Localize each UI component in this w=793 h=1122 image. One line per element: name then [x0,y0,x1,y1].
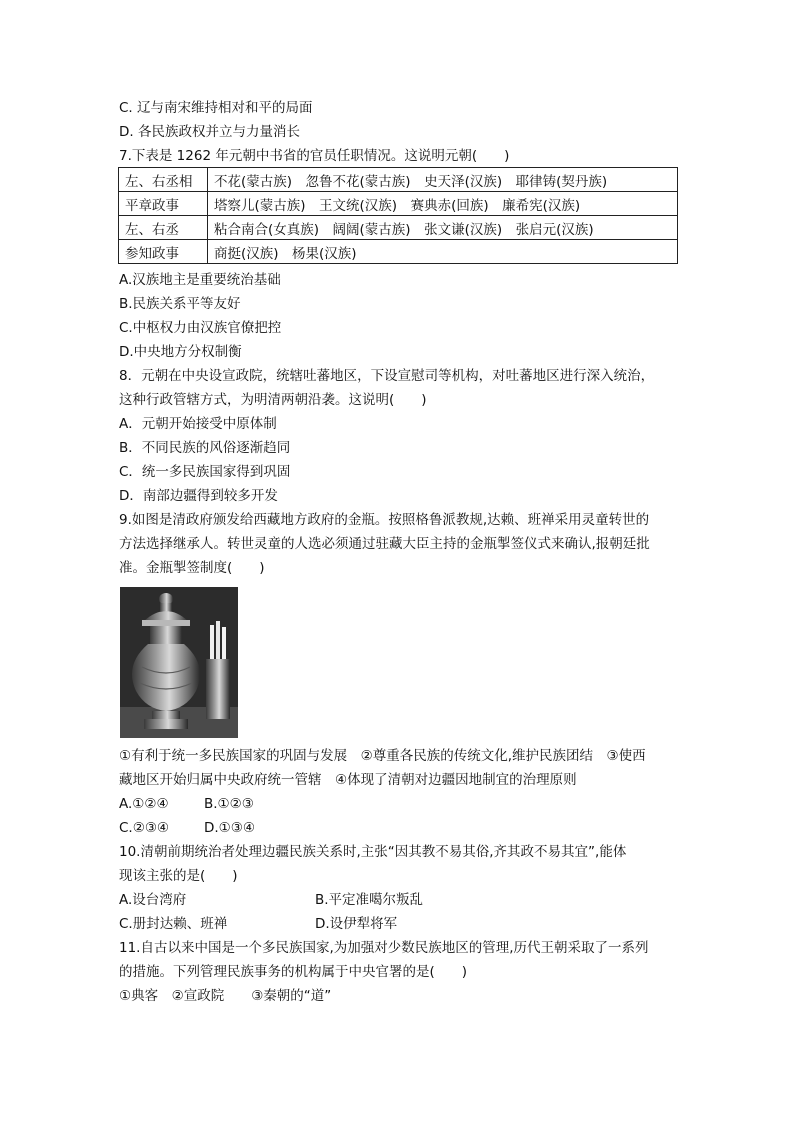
q8-stem-line2: 这种行政管辖方式，为明清两朝沿袭。这说明( ) [119,392,427,408]
q8-option-d: D．南部边疆得到较多开发 [119,488,278,504]
q9-option-a: A.①②④ [119,796,169,812]
q10-option-b: B.平定准噶尔叛乱 [315,892,424,908]
q11-statements: ①典客 ②宣政院 ③秦朝的“道” [119,988,332,1004]
q9-option-c: C.②③④ [119,820,170,836]
golden-urn-photo [120,587,238,738]
q8-option-b: B．不同民族的风俗逐渐趋同 [119,440,291,456]
table-row [119,168,678,192]
table-cell-role: 左、右丞 [119,216,208,240]
table-cell-names: 不花(蒙古族) 忽鲁不花(蒙古族) 史天泽(汉族) 耶律铸(契丹族) [208,168,678,192]
q11-stem-line2: 的措施。下列管理民族事务的机构属于中央官署的是( ) [119,964,468,980]
q10-stem-line2: 现该主张的是( ) [119,868,238,884]
q9-statements-line1: ①有利于统一多民族国家的巩固与发展 ②尊重各民族的传统文化,维护民族团结 ③使西 [119,748,646,764]
table-cell-names: 塔察儿(蒙古族) 王文统(汉族) 赛典赤(回族) 廉希宪(汉族) [208,192,678,216]
q8-stem-line1: 8．元朝在中央设宣政院，统辖吐蕃地区，下设宣慰司等机构，对吐蕃地区进行深入统治， [119,368,655,384]
table-row [119,240,678,264]
table-cell-names: 商挺(汉族) 杨果(汉族) [208,240,678,264]
q7-option-d: D.中央地方分权制衡 [119,344,242,360]
q6-option-d: D. 各民族政权并立与力量消长 [119,124,300,140]
table-row [119,192,678,216]
q10-stem-line1: 10.清朝前期统治者处理边疆民族关系时,主张“因其教不易其俗,齐其政不易其宜”,能体 [119,844,627,860]
q10-option-a: A.设台湾府 [119,892,187,908]
q11-stem-line1: 11.自古以来中国是一个多民族国家,为加强对少数民族地区的管理,历代王朝采取了一系列 [119,940,649,956]
table-row [119,216,678,240]
q7-option-b: B.民族关系平等友好 [119,296,241,312]
q9-option-b: B.①②③ [204,796,254,812]
q6-option-c: C. 辽与南宋维持相对和平的局面 [119,100,313,116]
table-cell-role: 参知政事 [119,240,208,264]
officials-table [118,167,678,264]
table-cell-names: 粘合南合(女真族) 阔阔(蒙古族) 张文谦(汉族) 张启元(汉族) [208,216,678,240]
q7-stem: 7.下表是 1262 年元朝中书省的官员任职情况。这说明元朝( ) [119,148,510,164]
q7-option-a: A.汉族地主是重要统治基础 [119,272,281,288]
table-cell-role: 左、右丞相 [119,168,208,192]
q9-stem-line3: 准。金瓶掣签制度( ) [119,560,265,576]
q8-option-a: A．元朝开始接受中原体制 [119,416,277,432]
table-cell-role: 平章政事 [119,192,208,216]
q9-stem-line1: 9.如图是清政府颁发给西藏地方政府的金瓶。按照格鲁派教规,达赖、班禅采用灵童转世的 [119,512,650,528]
q9-option-d: D.①③④ [204,820,255,836]
q8-option-c: C．统一多民族国家得到巩固 [119,464,291,480]
q9-statements-line2: 藏地区开始归属中央政府统一管辖 ④体现了清朝对边疆因地制宜的治理原则 [119,772,577,788]
q9-stem-line2: 方法选择继承人。转世灵童的人选必须通过驻藏大臣主持的金瓶掣签仪式来确认,报朝廷批 [119,536,650,552]
q10-option-d: D.设伊犁将军 [315,916,398,932]
q10-option-c: C.册封达赖、班禅 [119,916,228,932]
q7-option-c: C.中枢权力由汉族官僚把控 [119,320,282,336]
